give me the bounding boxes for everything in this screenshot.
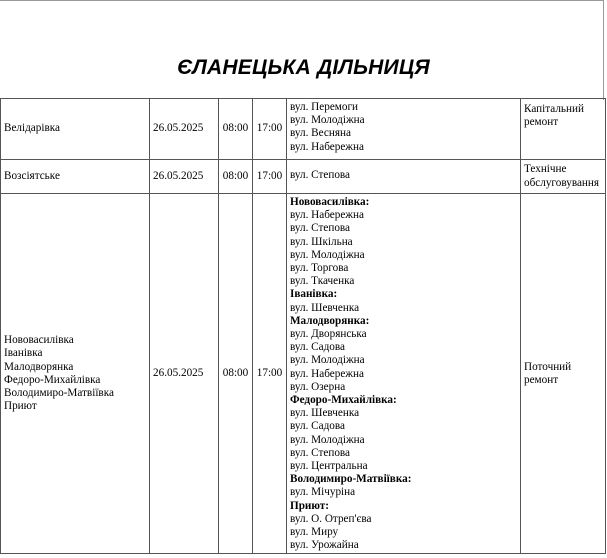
address-section-heading: Нововасилівка:	[290, 196, 370, 208]
address-section-heading: Приют:	[290, 499, 329, 512]
street-address: вул. Молодіжна	[290, 114, 365, 127]
work-type-text: обслуговування	[524, 176, 600, 189]
work-type-text: Поточний	[524, 360, 572, 373]
street-address: вул. Урожайна	[290, 539, 359, 552]
table-row	[1, 160, 606, 194]
work-type-text: ремонт	[524, 373, 559, 386]
settlement-cell	[1, 99, 150, 160]
settlement-name: Приют	[4, 400, 37, 413]
street-address: вул. Ткаченка	[290, 275, 355, 288]
street-address: вул. Садова	[290, 341, 345, 354]
start-time-cell: 08:00	[219, 99, 253, 160]
work-type-text: Технічне	[524, 163, 567, 176]
street-address: вул. Шкільна	[290, 235, 353, 248]
end-time-cell: 17:00	[253, 99, 287, 160]
settlement-name: Федоро-Михайлівка	[4, 373, 101, 386]
outage-schedule-table	[0, 98, 606, 554]
settlement-name: Велідарівка	[4, 122, 60, 135]
address-section-heading: Малодворянка:	[290, 314, 370, 327]
address-section-heading: Іванівка:	[290, 288, 338, 301]
table-row	[1, 99, 606, 160]
date-cell: 26.05.2025	[150, 194, 219, 554]
settlement-name: Возсіятське	[4, 169, 60, 182]
settlement-name: Володимиро-Матвіївка	[4, 386, 114, 399]
street-address: вул. Центральна	[290, 460, 368, 473]
end-time-cell: 17:00	[253, 194, 287, 554]
street-address: вул. Весняна	[290, 127, 351, 140]
street-address: вул. Степова	[290, 446, 351, 459]
street-address: вул. Степова	[290, 222, 351, 235]
address-cell	[287, 194, 521, 554]
right-border-line	[603, 0, 604, 100]
date-cell: 26.05.2025	[150, 160, 219, 194]
street-address: вул. Торгова	[290, 262, 349, 275]
street-address: вул. О. Отреп'єва	[290, 512, 372, 525]
table-row	[1, 194, 606, 554]
page-title: ЄЛАНЕЦЬКА ДІЛЬНИЦЯ	[177, 56, 430, 79]
address-cell	[287, 99, 521, 160]
street-address: вул. Озерна	[290, 380, 346, 393]
address-section-heading: Володимиро-Матвіївка:	[290, 473, 412, 486]
street-address: вул. Молодіжна	[290, 248, 365, 261]
start-time-cell: 08:00	[219, 160, 253, 194]
work-type-cell	[521, 160, 606, 194]
settlement-name: Іванівка	[4, 347, 43, 360]
street-address: вул. Молодіжна	[290, 354, 365, 367]
street-address: вул. Мічуріна	[290, 486, 356, 499]
street-address: вул. Степова	[290, 169, 351, 182]
street-address: вул. Шевченка	[290, 407, 360, 420]
settlement-cell	[1, 160, 150, 194]
street-address: вул. Шевченка	[290, 301, 360, 314]
street-address: вул. Набережна	[290, 367, 364, 380]
street-address: вул. Перемоги	[290, 101, 359, 113]
address-cell	[287, 160, 521, 194]
work-type-cell	[521, 194, 606, 554]
work-type-text: Капітальний	[524, 103, 584, 115]
address-section-heading: Федоро-Михайлівка:	[290, 394, 397, 407]
street-address: вул. Молодіжна	[290, 433, 365, 446]
settlement-name: Нововасилівка	[4, 334, 74, 347]
settlement-cell	[1, 194, 150, 554]
work-type-text: ремонт	[524, 116, 559, 129]
settlement-name: Малодворянка	[4, 360, 74, 373]
end-time-cell: 17:00	[253, 160, 287, 194]
top-border-line	[0, 0, 603, 1]
street-address: вул. Миру	[290, 526, 339, 539]
date-cell: 26.05.2025	[150, 99, 219, 160]
street-address: вул. Набережна	[290, 209, 364, 222]
street-address: вул. Набережна	[290, 140, 364, 153]
work-type-cell	[521, 99, 606, 160]
start-time-cell: 08:00	[219, 194, 253, 554]
street-address: вул. Садова	[290, 420, 345, 433]
street-address: вул. Дворянська	[290, 328, 367, 341]
